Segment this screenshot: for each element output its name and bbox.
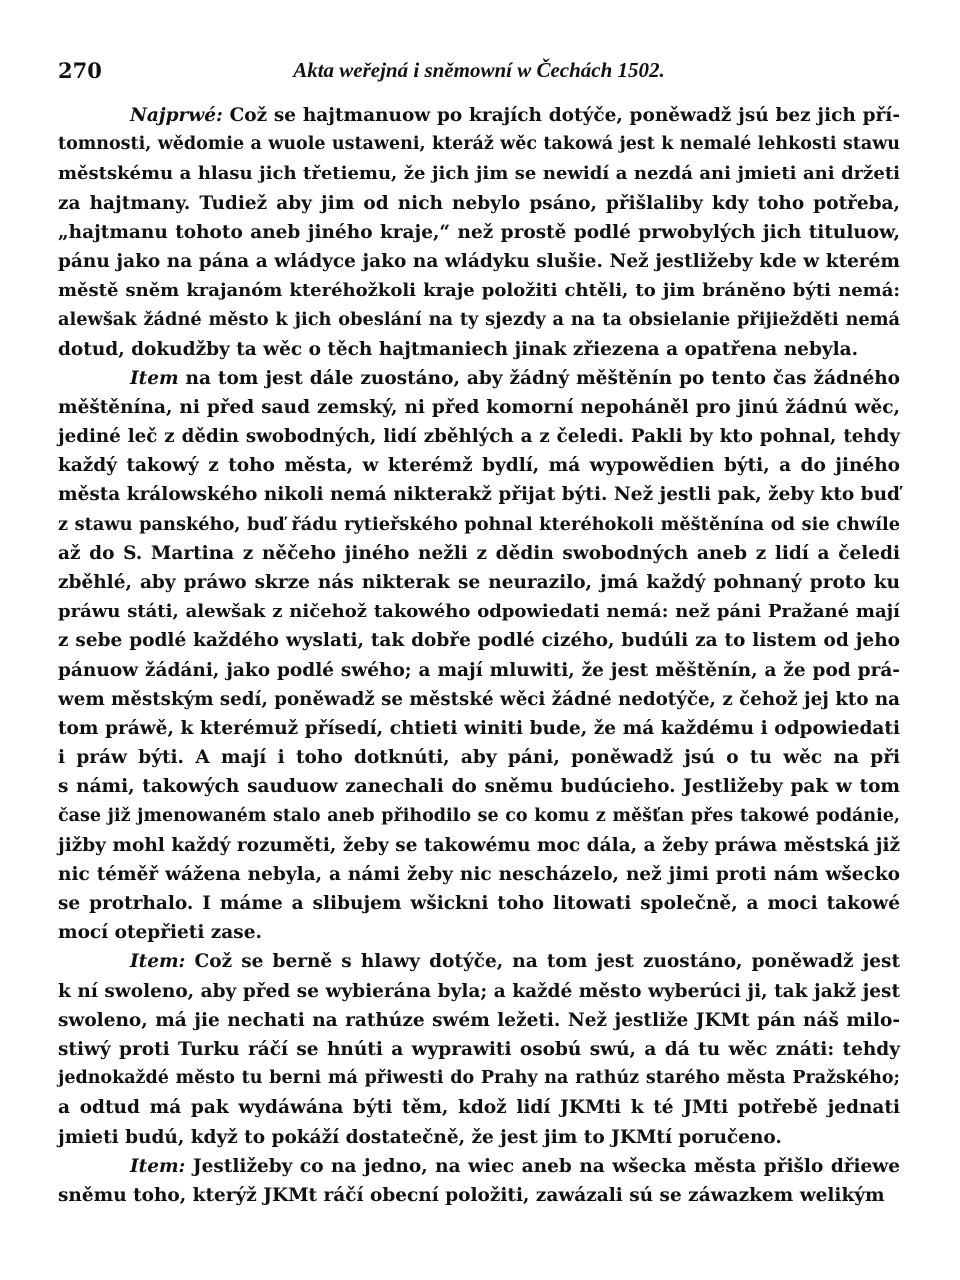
text-line <box>58 335 900 364</box>
line-text: měštěnína, ni před saud zemský, ni před komorní nepoháněl pro jinú žádnú wěc, <box>58 396 900 418</box>
line-text: k ní swoleno, aby před se wybierána byla; a každé město wyberúci ji, tak jakž jest <box>58 980 900 1002</box>
paragraph-lead: Item: <box>130 1155 186 1177</box>
line-text: tomnosti, wědomie a wuole ustaweni, kteráž wěc takowá jest k nemalé lehkosti stawu <box>58 134 900 155</box>
text-line <box>58 422 900 451</box>
line-text: práwu státi, alewšak z ničehož takowého odpowiedati nemá: než páni Pražané mají <box>58 601 900 623</box>
text-line <box>58 918 900 947</box>
text-line <box>58 510 900 539</box>
line-text: městskému a hlasu jich třetiemu, že jich jim se newidí a nezdá ani jmieti ani držeti <box>58 163 900 185</box>
text-line <box>58 130 900 159</box>
text-line <box>58 393 900 422</box>
line-text: se protrhalo. I máme a slibujem wšickni toho litowati společně, a moci takowé <box>58 893 900 915</box>
line-text: jediné leč z dědin swobodných, lidí zběhlých a z čeledi. Pakli by kto pohnal, tehdy <box>58 426 900 448</box>
line-text: nic téměř wážena nebyla, a námi žeby nic nescházelo, než jimi proti nám wšecko <box>58 863 900 885</box>
line-text: města králowského nikoli nemá nikterakž přijat býti. Než jestli pak, žeby kto buď <box>58 484 900 506</box>
text-line <box>58 656 900 685</box>
line-text: městě sněm krajanóm kteréhožkoli kraje položiti chtěli, to jim bráněno býti nemá: <box>58 280 900 302</box>
line-text: wem městským sedí, poněwadž se městské wěci žádné nedotýče, z čehož jej kto na <box>58 688 900 710</box>
page-header <box>58 58 900 88</box>
page-number: 270 <box>58 58 102 83</box>
line-text: pánu jako na pána a wládyce jako na wládyku slušie. Než jestližeby kde w kterém <box>58 250 900 272</box>
text-line <box>58 1181 900 1210</box>
line-text: mocí otepřieti zase. <box>58 922 262 944</box>
text-line <box>58 364 900 393</box>
text-line <box>58 947 900 976</box>
line-text: „hajtmanu tohoto aneb jiného kraje,“ než prostě podlé prwobylých jich tituluow, <box>58 221 900 243</box>
text-line <box>58 685 900 714</box>
text-line <box>58 889 900 918</box>
line-text: na tom jest dále zuostáno, aby žádný měštěnín po tento čas žádného <box>178 367 900 389</box>
line-text: stiwý proti Turku ráčí se hnúti a wyprawiti osobú swú, a dá tu wěc znáti: tehdy <box>58 1039 900 1060</box>
line-text: Což se berně s hlawy dotýče, na tom jest zuostáno, poněwadž jest <box>185 951 900 973</box>
line-text: z sebe podlé každého wyslati, tak dobře podlé cizého, budúli za to listem od jeho <box>58 630 900 652</box>
line-text: Jestližeby co na jedno, na wiec aneb na wšecka města přišlo dřiewe <box>185 1155 900 1177</box>
text-line <box>58 218 900 247</box>
line-text: jižby mohl každý rozuměti, žeby se takowému moc dála, a žeby práwa městská již <box>58 834 900 856</box>
text-line <box>58 626 900 655</box>
paragraph <box>58 947 900 1151</box>
text-line <box>58 101 900 130</box>
text-line <box>58 247 900 276</box>
text-line <box>58 860 900 889</box>
line-text: i práw býti. A mají i toho dotknúti, aby páni, poněwadž jsú o tu wěc na při <box>58 747 900 769</box>
paragraph-lead: Najprwé: <box>130 105 223 126</box>
text-line <box>58 451 900 480</box>
text-line <box>58 480 900 509</box>
text-line <box>58 1035 900 1064</box>
running-title: Akta weřejná i sněmowní w Čechách 1502. <box>293 58 665 82</box>
text-line <box>58 714 900 743</box>
line-text: jmieti budú, když to pokáží dostatečně, že jest jim to JKMtí poručeno. <box>58 1126 782 1148</box>
text-line <box>58 831 900 860</box>
text-line <box>58 743 900 772</box>
line-text: pánuow žádáni, jako podlé swého; a mají mluwiti, že jest měštěnín, a že pod prá- <box>58 659 900 681</box>
text-line <box>58 305 900 334</box>
line-text: dotud, dokudžby ta wěc o těch hajtmaniech jinak zřiezena a opatřena nebyla. <box>58 338 859 360</box>
text-line <box>58 802 900 831</box>
paragraph <box>58 1152 900 1210</box>
text-line <box>58 1152 900 1181</box>
paragraph <box>58 364 900 948</box>
text-line <box>58 772 900 801</box>
text-line <box>58 1006 900 1035</box>
text-line <box>58 1064 900 1093</box>
line-text: swoleno, má jie nechati na rathúze swém ležeti. Než jestliže JKMt pán náš milo- <box>58 1009 900 1031</box>
text-line <box>58 568 900 597</box>
text-line <box>58 597 900 626</box>
text-line <box>58 276 900 305</box>
text-line <box>58 1123 900 1152</box>
text-line <box>58 189 900 218</box>
line-text: za hajtmany. Tudiež aby jim od nich nebylo psáno, přišlaliby kdy toho potřeba, <box>58 192 900 214</box>
paragraph-lead: Item <box>130 367 179 389</box>
body-text <box>58 101 900 1210</box>
line-text: alewšak žádné město k jich obeslání na ty sjezdy a na ta obsielanie přijiežděti nemá <box>58 309 900 331</box>
line-text: zběhlé, aby práwo skrze nás nikterak se neurazilo, jmá každý pohnaný proto ku <box>58 572 900 593</box>
line-text: sněmu toho, kterýž JKMt ráčí obecní položiti, zawázali sú se záwazkem welikým <box>58 1184 885 1206</box>
text-line <box>58 1093 900 1122</box>
text-line <box>58 977 900 1006</box>
line-text: až do S. Martina z něčeho jiného nežli z dědin swobodných aneb z lidí a čeledi <box>58 542 900 564</box>
line-text: tom práwě, k kterémuž přísedí, chtieti winiti bude, že má každému i odpowiedati <box>58 717 900 739</box>
line-text: jednokaždé město tu berni má přiwesti do Prahy na rathúz starého města Pražského; <box>58 1068 900 1089</box>
paragraph <box>58 101 900 364</box>
line-text: z stawu panského, buď řádu rytieřského pohnal kteréhokoli měštěnína od sie chwíle <box>58 513 900 535</box>
line-text: a odtud má pak wydáwána býti těm, kdož lidí JKMti k té JMti potřebě jednati <box>58 1097 900 1119</box>
line-text: s námi, takowých sauduow zanechali do sněmu budúcieho. Jestližeby pak w tom <box>58 776 900 798</box>
line-text: každý takowý z toho města, w kterémž bydlí, má wypowědien býti, a do jiného <box>58 455 900 477</box>
text-line <box>58 539 900 568</box>
line-text: Což se hajtmanuow po krajích dotýče, poněwadž jsú bez jich pří- <box>222 105 900 126</box>
paragraph-lead: Item: <box>130 951 186 973</box>
text-line <box>58 159 900 188</box>
line-text: čase již jmenowaném stalo aneb přihodilo se co komu z měšťan přes takowé podánie, <box>58 805 900 826</box>
